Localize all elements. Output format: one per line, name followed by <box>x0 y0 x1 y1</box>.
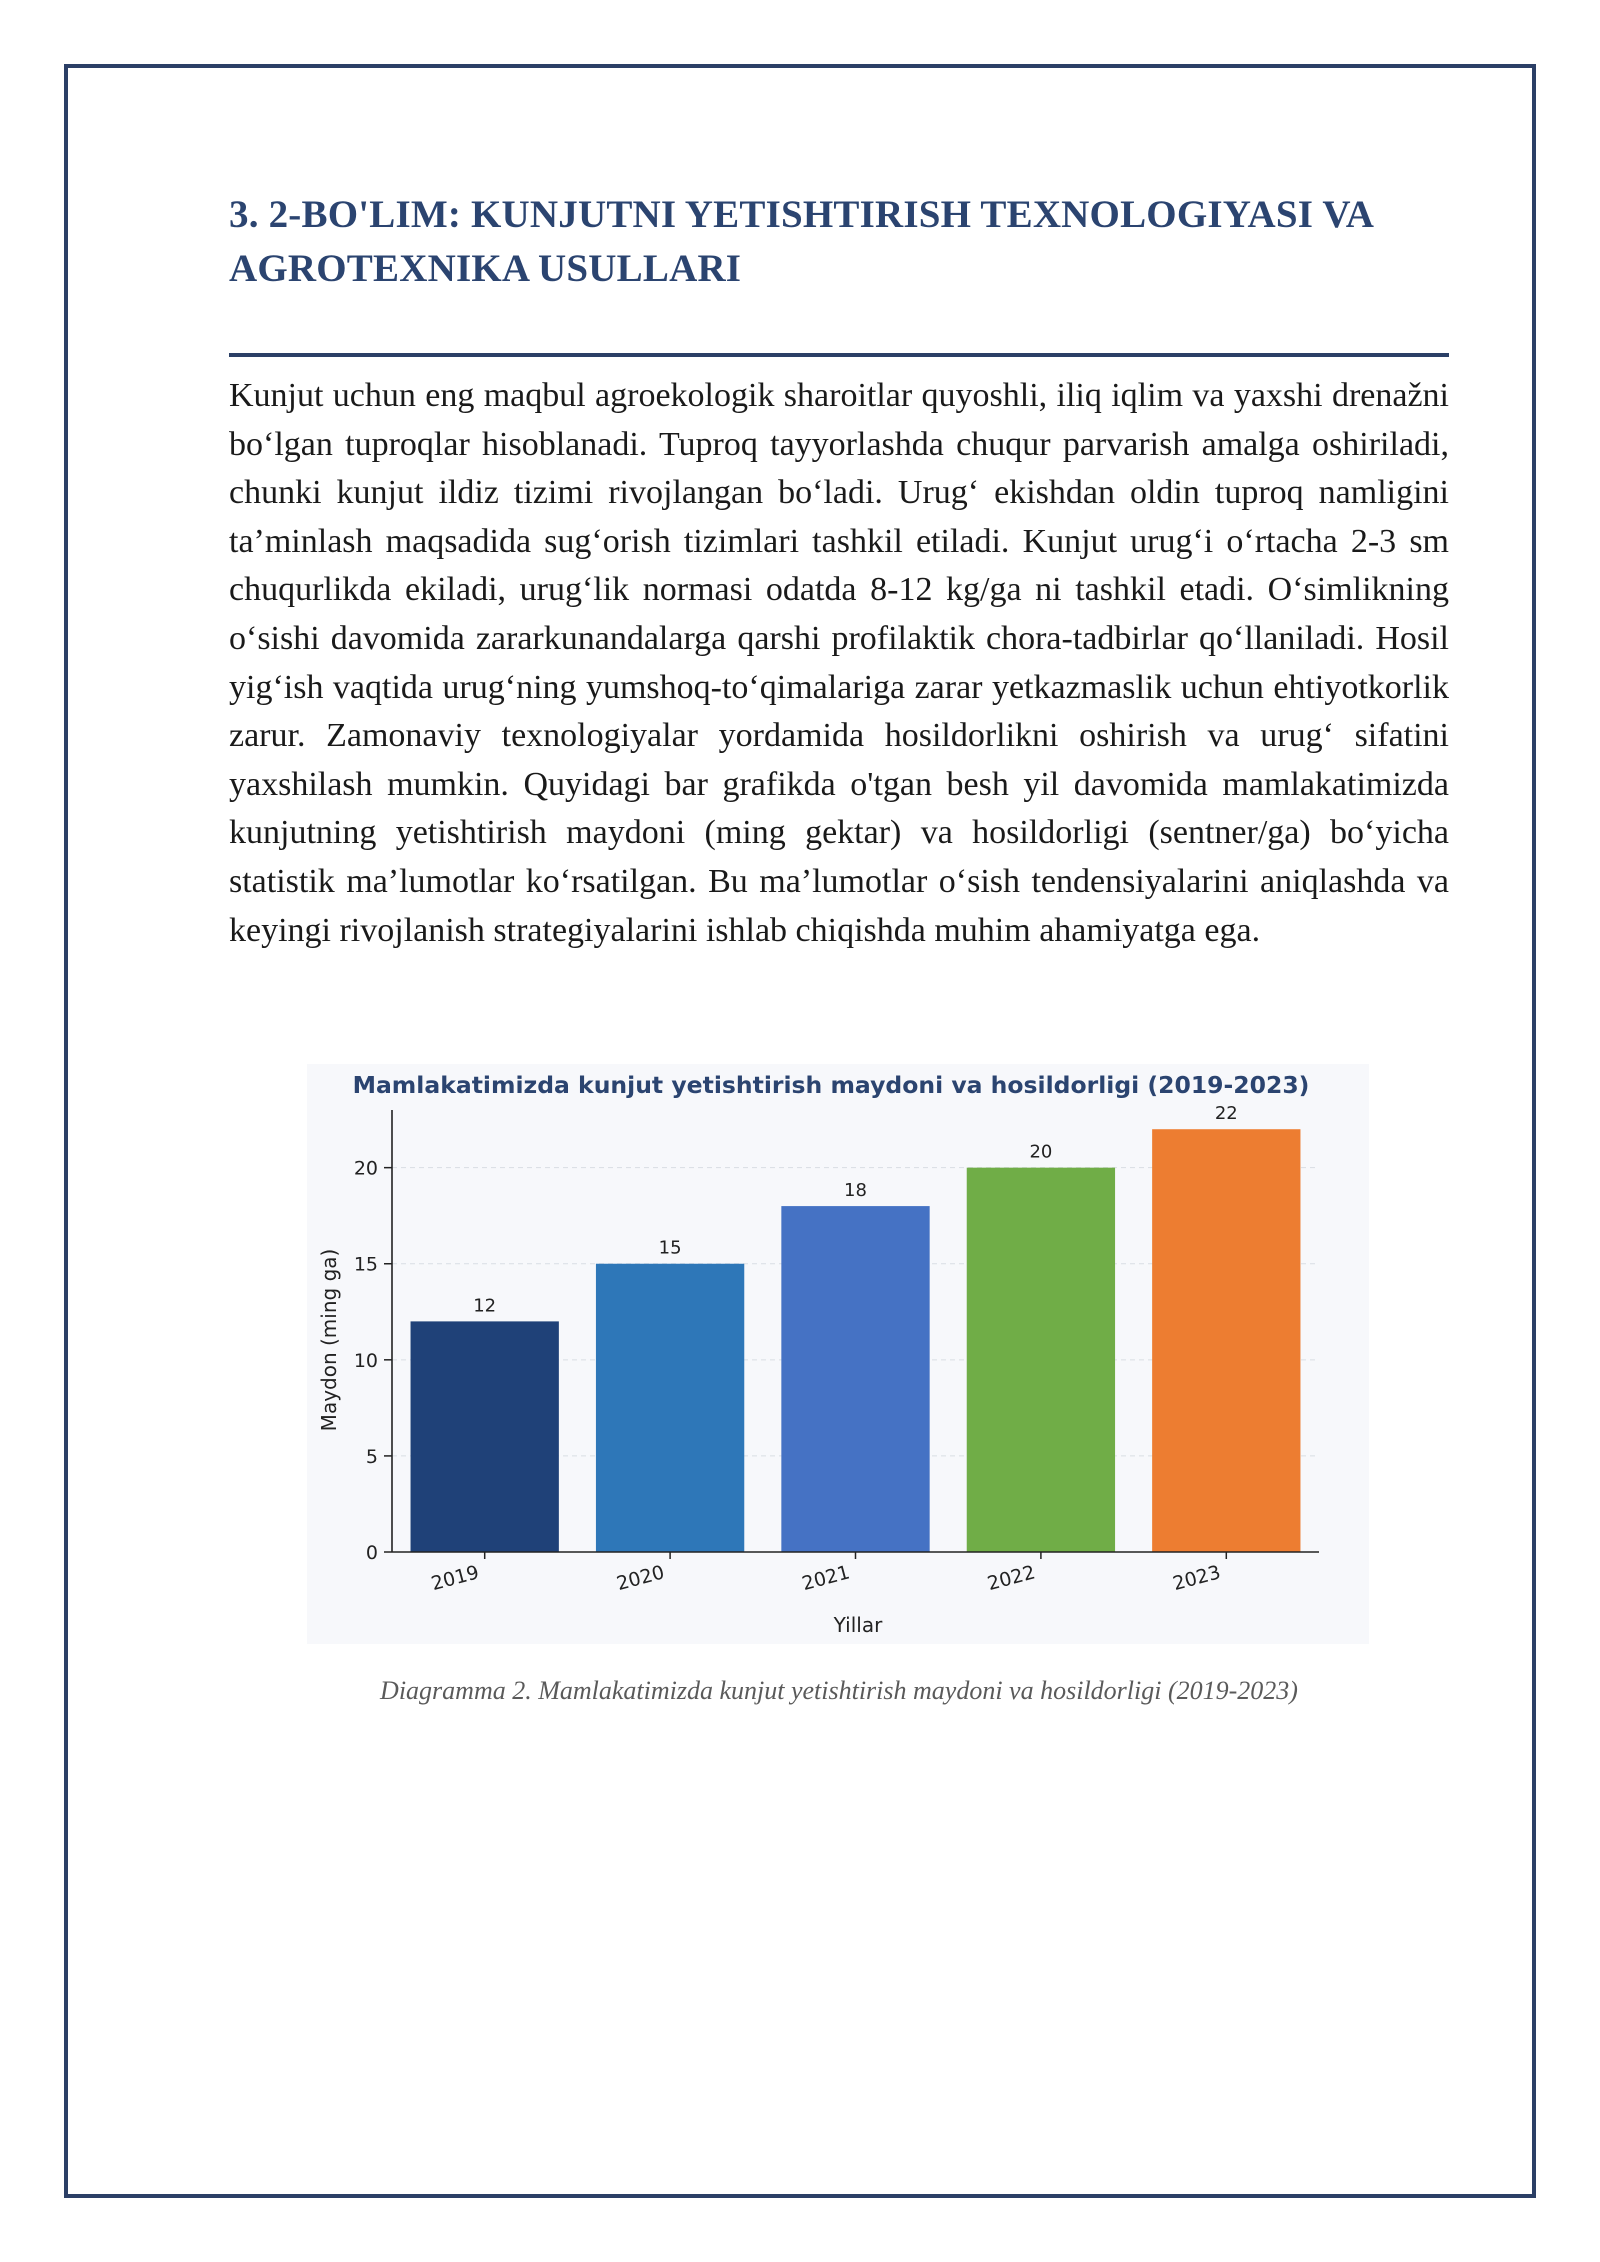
data-label-2019: 12 <box>473 1295 497 1317</box>
bar-chart <box>307 1064 1369 1644</box>
y-tick-label: 10 <box>353 1349 378 1372</box>
body-paragraph: Kunjut uchun eng maqbul agroekologik sharoitlar quyoshli, iliq iqlim va yaxshi drenažni bo‘lgan tuproqlar hisoblanadi. Tuproq tayyorlashda chuqur parvarish amalga oshiriladi, chunki kunjut ildiz tizimi rivojlangan bo‘ladi. Urug‘ ekishdan oldin tuproq namligini ta’minlash maqsadida sug‘orish tizimlari tashkil etiladi. Kunjut urug‘i o‘rtacha 2-3 sm chuqurlikda ekiladi, urug‘lik normasi odatda 8-12 kg/ga ni tashkil etadi. O‘simlikning o‘sishi davomida zararkunandalarga qarshi profilaktik chora-tadbirlar qo‘llaniladi. Hosil yig‘ish vaqtida urug‘ning yumshoq-to‘qimalariga zarar yetkazmaslik uchun ehtiyotkorlik zarur. Zamonaviy texnologiyalar yordamida hosildorlikni oshirish va urug‘ sifatini yaxshilash mumkin. Quyidagi bar grafikda o'tgan besh yil davomida mamlakatimizda kunjutning yetishtirish maydoni (ming gektar) va hosildorligi (sentner/ga) bo‘yicha statistik ma’lumotlar ko‘rsatilgan. Bu ma’lumotlar o‘sish tendensiyalarini aniqlashda va keyingi rivojlanish strategiyalarini ishlab chiqishda muhim ahamiyatga ega. <box>229 377 1449 949</box>
y-axis-label: Maydon (ming ga) <box>317 1248 341 1432</box>
chart-title: Mamlakatimizda kunjut yetishtirish maydoni va hosildorligi (2019-2023) <box>352 1071 1310 1099</box>
bar-2020 <box>596 1264 744 1552</box>
heading-rule <box>229 353 1449 357</box>
bar-2019 <box>411 1321 559 1552</box>
x-tick-label-2020: 2020 <box>614 1561 667 1596</box>
data-label-2022: 20 <box>1029 1141 1053 1163</box>
y-tick-label: 5 <box>365 1445 378 1468</box>
y-tick-label: 20 <box>353 1157 378 1180</box>
bar-2023 <box>1152 1129 1300 1552</box>
x-tick-label-2023: 2023 <box>1170 1561 1223 1596</box>
y-ticks <box>354 1158 392 1564</box>
x-tick-label-2019: 2019 <box>428 1561 482 1596</box>
y-tick-label: 0 <box>365 1542 378 1564</box>
figure-caption: Diagramma 2. Mamlakatimizda kunjut yetishtirish maydoni va hosildorligi (2019-2023) <box>380 1676 1298 1705</box>
x-ticks <box>429 1552 1226 1595</box>
bar-chart-svg <box>307 1064 1369 1644</box>
data-label-2023: 22 <box>1214 1103 1238 1125</box>
section-heading: 3. 2-BO'LIM: KUNJUTNI YETISHTIRISH TEXNOLOGIYASI VA AGROTEXNIKA USULLARI <box>229 193 1372 290</box>
x-tick-label-2022: 2022 <box>985 1561 1038 1596</box>
bar-2021 <box>781 1206 929 1552</box>
y-tick-label: 15 <box>353 1253 378 1276</box>
data-label-2021: 18 <box>844 1180 867 1202</box>
x-axis-label: Yillar <box>833 1613 883 1637</box>
bar-2022 <box>967 1168 1115 1552</box>
data-label-2020: 15 <box>658 1237 682 1259</box>
x-tick-label-2021: 2021 <box>799 1561 853 1596</box>
